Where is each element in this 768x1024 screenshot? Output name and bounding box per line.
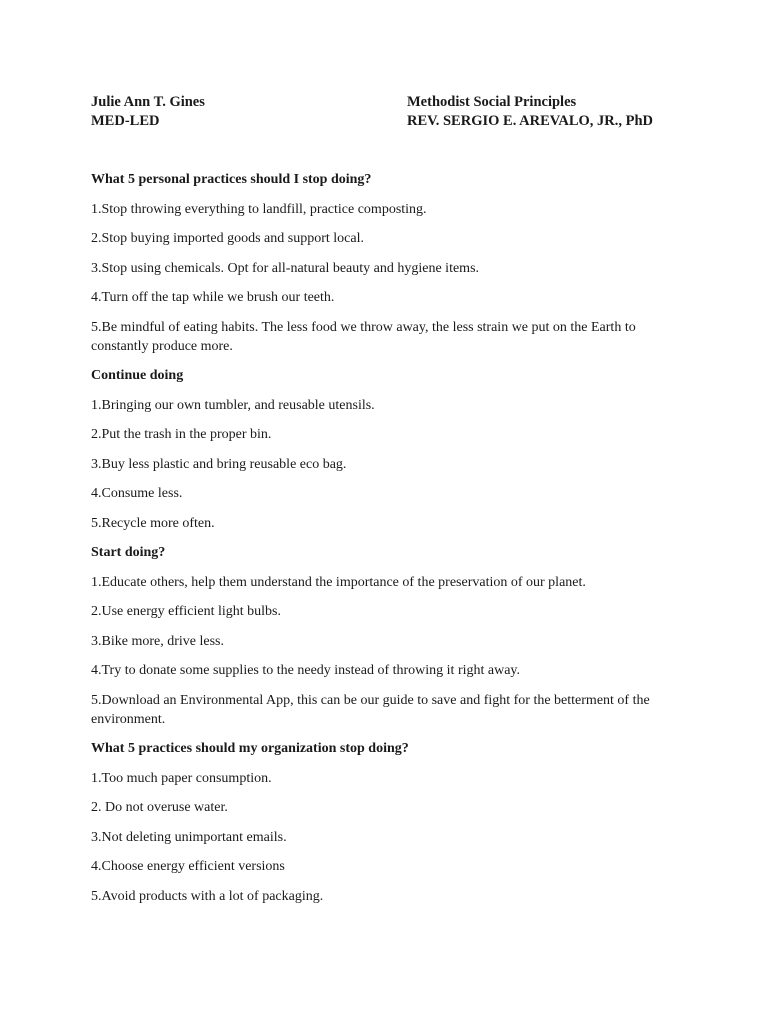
- list-item: 3.Buy less plastic and bring reusable eco bag.: [91, 456, 347, 472]
- section-heading: Continue doing: [91, 368, 184, 383]
- author-name: Julie Ann T. Gines: [91, 94, 205, 110]
- list-item: 4.Turn off the tap while we brush our teeth.: [91, 290, 335, 305]
- list-item: 3.Not deleting unimportant emails.: [91, 829, 287, 845]
- section-organization-stop: [91, 739, 691, 906]
- list-item: 2.Stop buying imported goods and support local.: [91, 231, 364, 246]
- list-item: 5.Avoid products with a lot of packaging.: [91, 888, 324, 904]
- section-heading: What 5 personal practices should I stop doing?: [91, 172, 372, 187]
- header-row-2: [91, 112, 691, 131]
- document-header: [91, 93, 691, 131]
- document-body: [91, 170, 691, 916]
- list-item: 4.Consume less.: [91, 486, 183, 501]
- list-item: 2.Put the trash in the proper bin.: [91, 427, 272, 442]
- list-item: 3.Stop using chemicals. Opt for all-natural beauty and hygiene items.: [91, 260, 480, 276]
- list-item: 5.Recycle more often.: [91, 515, 215, 531]
- instructor-name: REV. SERGIO E. AREVALO, JR., PhD: [407, 113, 654, 129]
- section-continue-doing: [91, 366, 691, 533]
- section-start-doing: [91, 543, 691, 729]
- course-code: MED-LED: [91, 113, 160, 129]
- list-item: 4.Try to donate some supplies to the needy instead of throwing it right away.: [91, 663, 521, 678]
- list-item: 2. Do not overuse water.: [91, 800, 228, 815]
- section-personal-stop: [91, 170, 691, 356]
- header-row-1: [91, 93, 691, 112]
- list-item: 1.Stop throwing everything to landfill, practice composting.: [91, 201, 427, 217]
- section-heading: What 5 practices should my organization stop doing?: [91, 741, 409, 756]
- list-item: 5.Download an Environmental App, this can be our guide to save and fight for the betterment of the environment.: [91, 692, 650, 727]
- section-heading: Start doing?: [91, 545, 166, 560]
- list-item: 1.Bringing our own tumbler, and reusable utensils.: [91, 397, 375, 413]
- list-item: 1.Too much paper consumption.: [91, 770, 272, 786]
- subject-title: Methodist Social Principles: [407, 94, 577, 110]
- list-item: 3.Bike more, drive less.: [91, 633, 224, 649]
- list-item: 1.Educate others, help them understand the importance of the preservation of our planet.: [91, 574, 586, 590]
- list-item: 5.Be mindful of eating habits. The less food we throw away, the less strain we put on the Earth to constantly produce more.: [91, 319, 636, 354]
- list-item: 2.Use energy efficient light bulbs.: [91, 604, 281, 619]
- list-item: 4.Choose energy efficient versions: [91, 859, 285, 874]
